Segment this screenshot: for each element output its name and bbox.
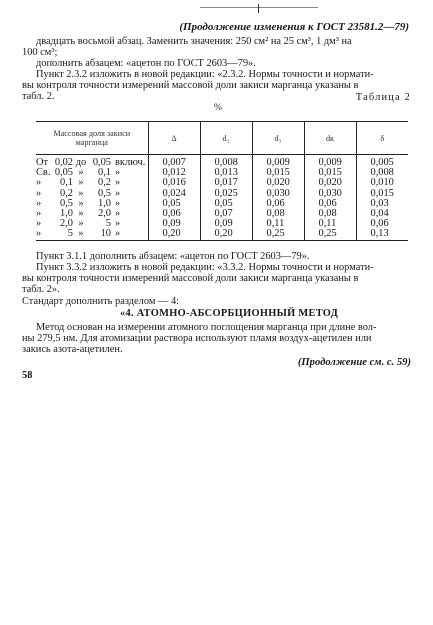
- d3-value: 0,030: [266, 187, 290, 199]
- delta-small-column: [356, 155, 408, 241]
- range-row: » 0,2 » 0,5 »: [36, 187, 121, 199]
- percent-unit: %: [214, 103, 222, 113]
- delta-value: 0,05: [162, 197, 181, 209]
- delta-value: 0,06: [162, 207, 181, 219]
- header-mass-fraction: [36, 122, 148, 155]
- dk-value: 0,030: [318, 187, 342, 199]
- range-row: » 0,5 » 1,0 »: [36, 197, 121, 209]
- delta-small-value: 0,13: [370, 228, 389, 240]
- header-mass-line-2: марганца: [75, 138, 108, 147]
- d3-value: 0,25: [266, 228, 285, 240]
- d3-value: 0,015: [266, 167, 290, 179]
- header-d2: d₂: [200, 122, 252, 155]
- delta-small-value: 0,015: [370, 187, 394, 199]
- delta-small-value: 0,04: [370, 207, 389, 219]
- range-row: » 0,1 » 0,2 »: [36, 177, 121, 189]
- range-row: » 5 » 10 »: [36, 228, 121, 240]
- continued-note: (Продолжение см. с. 59): [297, 357, 411, 368]
- method-line-2: ны 279,5 нм. Для атомизации раствора используют пламя воздух-ацетилен или: [22, 333, 372, 344]
- d3-column: [252, 155, 304, 241]
- range-row: Св. 0,05 » 0,1 »: [36, 167, 121, 179]
- delta-value: 0,007: [162, 157, 186, 168]
- delta-value: 0,20: [162, 228, 181, 240]
- accuracy-table: [36, 121, 408, 240]
- dk-value: 0,06: [318, 197, 337, 209]
- method-line-1: Метод основан на измерении атомного поглощения марганца при длине вол-: [36, 322, 377, 333]
- d2-value: 0,013: [214, 167, 238, 179]
- header-d3: d₃: [252, 122, 304, 155]
- range-row: » 2,0 » 5 »: [36, 218, 121, 230]
- dk-value: 0,020: [318, 177, 342, 189]
- body-line-3: дополнить абзацем: «ацетон по ГОСТ 2603—79».: [36, 58, 256, 69]
- range-row: От 0,02 до 0,05 включ.: [36, 157, 146, 168]
- after-line-1: Пункт 3.1.1 дополнить абзацем: «ацетон по ГОСТ 2603—79».: [36, 251, 310, 262]
- d3-value: 0,11: [266, 218, 285, 230]
- after-line-4: табл. 2».: [22, 284, 60, 295]
- d2-value: 0,008: [214, 157, 238, 168]
- delta-small-value: 0,06: [370, 218, 389, 230]
- body-line-5: вы контроля точности измерений массовой доли закиси марганца указаны в: [22, 80, 359, 91]
- dk-value: 0,11: [318, 218, 337, 230]
- body-line-4: Пункт 2.3.2 изложить в новой редакции: «2.3.2. Нормы точности и нормати-: [36, 69, 374, 80]
- delta-value: 0,024: [162, 187, 186, 199]
- d3-value: 0,06: [266, 197, 285, 209]
- d2-value: 0,09: [214, 218, 233, 230]
- delta-value: 0,016: [162, 177, 186, 189]
- dk-value: 0,08: [318, 207, 337, 219]
- d2-value: 0,07: [214, 207, 233, 219]
- method-line-3: закись азота-ацетилен.: [22, 344, 123, 355]
- header-mass-line-1: Массовая доля закиси: [53, 129, 131, 138]
- d2-column: [200, 155, 252, 241]
- dk-value: 0,009: [318, 157, 342, 168]
- section-title: «4. АТОМНО-АБСОРБЦИОННЫЙ МЕТОД: [120, 308, 339, 319]
- range-row: » 1,0 » 2,0 »: [36, 207, 121, 219]
- d2-value: 0,025: [214, 187, 238, 199]
- d2-value: 0,20: [214, 228, 233, 240]
- range-column: [36, 155, 148, 241]
- after-line-3: вы контроля точности измерений массовой доли закиси марганца указаны в: [22, 273, 359, 284]
- dk-column: [304, 155, 356, 241]
- header-delta: Δ: [148, 122, 200, 155]
- after-line-5: Стандарт дополнить разделом — 4:: [22, 296, 180, 307]
- top-rule: [200, 7, 318, 8]
- d3-value: 0,020: [266, 177, 290, 189]
- after-line-2: Пункт 3.3.2 изложить в новой редакции: «3.3.2. Нормы точности и нормати-: [36, 262, 374, 273]
- delta-small-value: 0,005: [370, 157, 394, 168]
- d3-value: 0,08: [266, 207, 285, 219]
- d2-value: 0,05: [214, 197, 233, 209]
- delta-value: 0,09: [162, 218, 181, 230]
- body-line-6: табл. 2.: [22, 91, 55, 102]
- dk-value: 0,25: [318, 228, 337, 240]
- page-number: 58: [22, 370, 33, 381]
- top-mark: [258, 4, 259, 13]
- d3-value: 0,009: [266, 157, 290, 168]
- body-line-2: 100 см³;: [22, 47, 58, 58]
- header-delta-small: δ: [356, 122, 408, 155]
- dk-value: 0,015: [318, 167, 342, 179]
- delta-small-value: 0,03: [370, 197, 389, 209]
- body-line-1: двадцать восьмой абзац. Заменить значения: 250 см² на 25 см³, 1 дм³ на: [36, 36, 352, 47]
- d2-value: 0,017: [214, 177, 238, 189]
- table-caption: Таблица 2: [355, 92, 411, 103]
- continuation-header: (Продолжение изменения к ГОСТ 23581.2—79): [179, 21, 409, 33]
- delta-value: 0,012: [162, 167, 186, 179]
- delta-small-value: 0,010: [370, 177, 394, 189]
- delta-column: [148, 155, 200, 241]
- delta-small-value: 0,008: [370, 167, 394, 179]
- header-dk: dк: [304, 122, 356, 155]
